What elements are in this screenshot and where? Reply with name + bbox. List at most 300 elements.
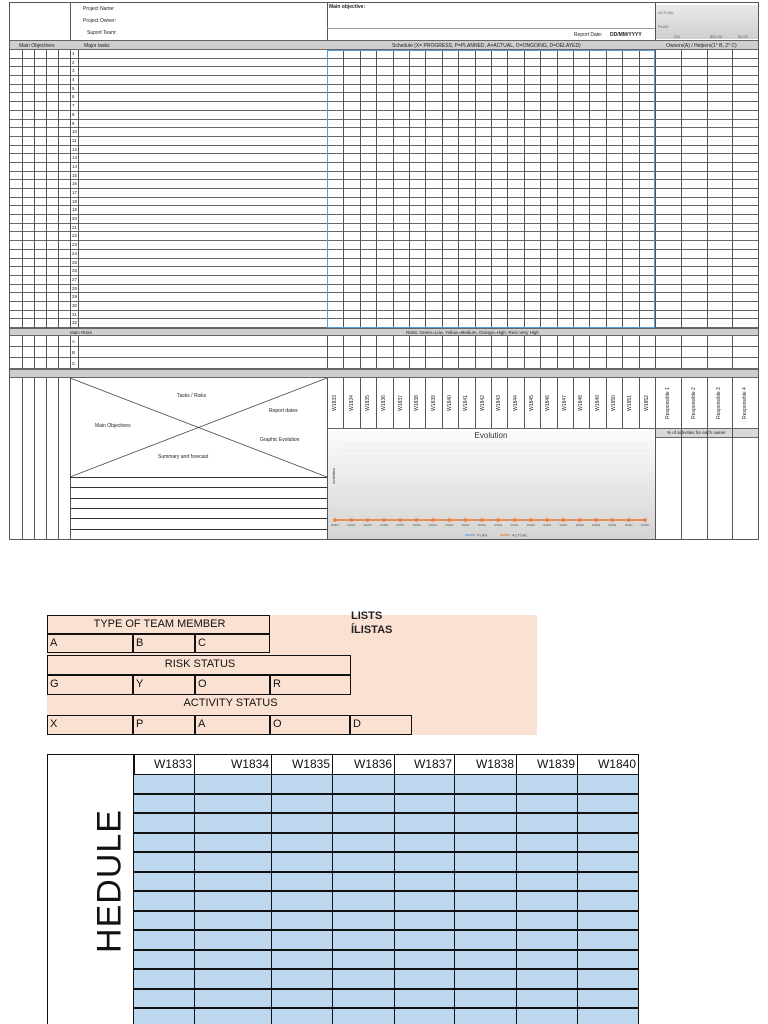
grid-line [58,378,59,539]
schedule-cell[interactable] [516,833,578,853]
schedule-cell[interactable] [271,950,333,970]
schedule-cell[interactable] [394,969,455,989]
data-point [415,518,419,522]
schedule-cell[interactable] [332,1008,395,1024]
responsible-label: Responsible 4 [742,387,749,419]
schedule-cell[interactable] [516,891,578,911]
legend-label: PLAN [477,532,488,538]
grid-line [70,477,327,478]
schedule-cell[interactable] [394,911,455,931]
grid-line [58,50,59,328]
grid-line [22,378,23,539]
schedule-cell[interactable] [194,852,272,872]
chart-ylabel: Activities [331,468,336,484]
schedule-cell[interactable] [133,852,195,872]
schedule-cell[interactable] [133,969,195,989]
schedule-cell[interactable] [577,774,639,794]
task-number: 19 [72,207,78,213]
schedule-cell[interactable] [454,930,517,950]
summary-diagram [70,378,327,477]
schedule-cell[interactable] [332,813,395,833]
schedule-cell[interactable] [271,833,333,853]
schedule-cell[interactable] [454,872,517,892]
schedule-week-header: W1838 [454,754,517,775]
header-mini-chart [656,5,758,39]
schedule-cell[interactable] [454,774,517,794]
risk-letter: C [72,361,76,366]
schedule-cell[interactable] [454,813,517,833]
data-point [431,518,435,522]
grid-line [655,336,656,369]
schedule-week-header: W1836 [332,754,395,775]
schedule-area[interactable] [327,50,655,328]
data-point [496,518,500,522]
team-member-b: B [133,634,195,653]
grid-line [70,50,71,328]
week-label: W1842 [479,395,486,411]
task-number: 25 [72,259,78,265]
task-input[interactable] [80,163,327,172]
grid-line [540,378,541,428]
schedule-cell[interactable] [516,794,578,814]
grid-line [78,336,79,369]
schedule-cell[interactable] [577,794,639,814]
task-input[interactable] [80,85,327,94]
schedule-cell[interactable] [577,1008,639,1024]
responsible-label: Responsible 1 [664,387,671,419]
grid-line [524,378,525,428]
grid-line [327,428,758,429]
activity-status-p: P [133,715,195,735]
grid-line [78,50,79,328]
schedule-cell[interactable] [516,911,578,931]
responsible-label: Responsible 2 [690,387,697,419]
schedule-cell[interactable] [454,794,517,814]
mini-legend-actual: ACTUAL [658,10,674,15]
grid-line [327,3,328,40]
schedule-cell[interactable] [332,989,395,1009]
schedule-cell[interactable] [394,872,455,892]
schedule-cell[interactable] [516,969,578,989]
grid-line [475,378,476,428]
team-member-c: C [195,634,270,653]
data-point [366,518,370,522]
schedule-cell[interactable] [516,852,578,872]
schedule-week-header: W1833 [133,754,195,775]
schedule-cell[interactable] [271,852,333,872]
week-label: W1852 [643,395,650,411]
schedule-cell[interactable] [194,930,272,950]
data-point [643,518,647,522]
task-input[interactable] [80,154,327,163]
data-point [447,518,451,522]
schedule-cell[interactable] [454,969,517,989]
task-input[interactable] [80,198,327,207]
grid-line [491,336,492,369]
task-input[interactable] [80,146,327,155]
task-input[interactable] [80,59,327,68]
schedule-sheet [47,754,663,1024]
risk-status-r: R [270,675,351,695]
task-input[interactable] [80,137,327,146]
task-number: 11 [72,137,77,143]
task-input[interactable] [80,250,327,259]
task-number: 24 [72,250,78,256]
task-number: 14 [72,163,78,169]
schedule-cell[interactable] [332,911,395,931]
schedule-grid [133,754,663,1024]
grid-line [34,336,35,369]
legend-label: ACTUAL [512,532,528,538]
grid-line [622,378,623,428]
schedule-cell[interactable] [394,794,455,814]
week-label: W1846 [545,395,552,411]
task-number: 1 [72,51,75,56]
data-point [627,518,631,522]
responsible-label: Responsible 3 [716,387,723,419]
grid-line [34,50,35,328]
schedule-cell[interactable] [394,1008,455,1024]
schedule-cell[interactable] [332,774,395,794]
schedule-cell[interactable] [271,911,333,931]
task-input[interactable] [80,120,327,129]
schedule-cell[interactable] [271,774,333,794]
task-input[interactable] [80,311,327,320]
grid-line [360,378,361,428]
grid-line [655,3,656,40]
task-input[interactable] [80,128,327,137]
risk-status-g: G [47,675,133,695]
task-input[interactable] [80,302,327,311]
x-tick-label: W1844 [510,524,519,527]
schedule-cell[interactable] [394,813,455,833]
main-objectives-header: Main Objectives [19,43,55,49]
schedule-cell[interactable] [394,891,455,911]
grid-line [376,336,377,369]
task-number: 13 [72,155,78,161]
schedule-cell[interactable] [194,950,272,970]
schedule-cell[interactable] [194,794,272,814]
schedule-cell[interactable] [133,833,195,853]
task-number: 4 [72,77,75,83]
schedule-cell[interactable] [516,1008,578,1024]
task-input[interactable] [80,67,327,76]
activity-status-a: A [195,715,270,735]
schedule-cell[interactable] [394,930,455,950]
schedule-vertical-label: HEDULE [90,809,129,953]
schedule-cell[interactable] [133,891,195,911]
evolution-chart-svg [327,428,655,539]
schedule-cell[interactable] [332,794,395,814]
schedule-cell[interactable] [133,872,195,892]
task-number: 12 [72,146,78,152]
schedule-week-header: W1839 [516,754,578,775]
mini-tick-50: $50.00 [710,34,723,39]
task-input[interactable] [80,232,327,241]
major-tasks-header: Major tasks [84,43,110,49]
data-point [350,518,354,522]
risk-letter: B [72,350,76,355]
task-number: 9 [72,120,75,126]
data-point [545,518,549,522]
schedule-cell[interactable] [271,930,333,950]
grid-line [606,378,607,428]
schedule-cell[interactable] [133,911,195,931]
schedule-cell[interactable] [454,950,517,970]
task-number: 23 [72,242,78,248]
task-input[interactable] [80,241,327,250]
schedule-cell[interactable] [516,989,578,1009]
schedule-cell[interactable] [271,872,333,892]
task-input[interactable] [80,293,327,302]
task-input[interactable] [80,285,327,294]
activity-status-x: X [47,715,133,735]
risk-grid [10,336,758,369]
week-label: W1849 [594,395,601,411]
schedule-cell[interactable] [133,930,195,950]
schedule-cell[interactable] [577,989,639,1009]
grid-line [22,50,23,328]
task-number: 20 [72,216,78,222]
grid-line [442,336,443,369]
schedule-cell[interactable] [332,930,395,950]
risk-letter: A [72,339,76,344]
team-member-header: TYPE OF TEAM MEMBER [47,615,270,634]
summary-forecast-label: Summary and forecast [158,454,209,460]
schedule-cell[interactable] [194,833,272,853]
task-number: 30 [72,302,78,308]
schedule-cell[interactable] [332,852,395,872]
data-point [480,518,484,522]
grid-line [540,336,541,369]
task-number: 2 [72,59,75,65]
schedule-cell[interactable] [394,950,455,970]
mini-legend-plan: PLAN [658,24,669,29]
schedule-cell[interactable] [194,891,272,911]
schedule-cell[interactable] [133,794,195,814]
x-tick-label: W1836 [379,524,388,527]
grid-line [376,378,377,428]
x-tick-label: W1841 [461,524,470,527]
schedule-cell[interactable] [577,911,639,931]
schedule-cell[interactable] [394,852,455,872]
schedule-cell[interactable] [133,774,195,794]
schedule-cell[interactable] [271,794,333,814]
task-input[interactable] [80,172,327,181]
x-tick-label: W1852 [641,524,649,527]
schedule-cell[interactable] [516,930,578,950]
schedule-cell[interactable] [394,774,455,794]
schedule-cell[interactable] [516,774,578,794]
grid-line [70,3,71,40]
risk-status-y: Y [133,675,195,695]
schedule-cell[interactable] [271,969,333,989]
schedule-cell[interactable] [133,1008,195,1024]
task-input[interactable] [80,267,327,276]
grid-line [70,336,71,369]
week-label: W1845 [529,395,535,411]
summary-region [10,378,758,539]
x-tick-label: W1834 [347,524,356,527]
task-input[interactable] [80,319,327,328]
grid-line [589,378,590,428]
team-member-a: A [47,634,133,653]
week-label: W1833 [332,395,339,411]
summary-row-line [70,508,327,509]
x-tick-label: W1839 [428,524,437,527]
task-number: 3 [72,68,75,74]
schedule-cell[interactable] [194,989,272,1009]
project-owner-label: Project Owner: [83,18,117,24]
schedule-cell[interactable] [133,989,195,1009]
schedule-cell[interactable] [516,872,578,892]
schedule-cell[interactable] [577,969,639,989]
grid-line [573,378,574,428]
grid-line [507,336,508,369]
schedule-cell[interactable] [516,813,578,833]
x-tick-label: W1848 [575,524,584,527]
grid-line [393,378,394,428]
x-tick-label: W1851 [624,524,633,527]
schedule-cell[interactable] [454,852,517,872]
main-objective-label: Main objective: [329,4,366,10]
schedule-week-header: W1837 [394,754,455,775]
schedule-cell[interactable] [332,833,395,853]
schedule-cell[interactable] [454,891,517,911]
grid-line [360,336,361,369]
report-date-value[interactable]: DD/MM/YYYY [610,32,642,38]
schedule-cell[interactable] [332,891,395,911]
schedule-cell[interactable] [454,1008,517,1024]
schedule-cell[interactable] [454,989,517,1009]
project-name-label: Project Name: [83,6,115,12]
grid-line [46,378,47,539]
week-label: W1841 [463,395,470,411]
schedule-cell[interactable] [394,833,455,853]
risk-legend: Risks: Green=Low, Yellow=Medium, Orange=High, Red=Very High [406,330,539,335]
schedule-cell[interactable] [394,989,455,1009]
data-point [398,518,402,522]
schedule-cell[interactable] [577,950,639,970]
grid-line [732,378,733,539]
task-number: 15 [72,172,78,178]
data-point [562,518,566,522]
schedule-cell[interactable] [194,911,272,931]
report-date-label: Report Date: [574,32,603,38]
task-input[interactable] [80,215,327,224]
week-label: W1848 [578,395,585,411]
schedule-cell[interactable] [133,950,195,970]
grid-line [46,336,47,369]
grid-line [343,336,344,369]
risks-header-band [10,328,758,336]
schedule-week-header: W1835 [271,754,333,775]
schedule-cell[interactable] [271,1008,333,1024]
task-input[interactable] [80,259,327,268]
x-tick-label: W1847 [559,524,568,527]
week-label: W1843 [496,395,503,411]
grid-line [70,378,71,539]
task-number: 29 [72,294,78,300]
summary-row-line [70,487,327,488]
grid-line [589,336,590,369]
task-input[interactable] [80,102,327,111]
schedule-cell[interactable] [271,813,333,833]
activity-status-header: ACTIVITY STATUS [183,697,278,709]
data-point [611,518,615,522]
schedule-cell[interactable] [332,969,395,989]
separator-band [10,369,758,378]
x-tick-label: W1845 [526,524,535,527]
task-input[interactable] [80,93,327,102]
schedule-label-cell [47,754,135,1024]
support-team-label: Suport Team: [87,30,117,36]
graphic-evolution-label: Graphic Evolution [260,437,300,443]
week-label: W1851 [627,395,634,411]
schedule-cell[interactable] [332,950,395,970]
grid-line [639,336,640,369]
grid-line [507,378,508,428]
week-label: W1836 [381,395,388,411]
schedule-cell[interactable] [271,891,333,911]
schedule-cell[interactable] [454,833,517,853]
week-label: W1835 [365,395,371,411]
schedule-cell[interactable] [332,872,395,892]
grid-line [458,378,459,428]
task-number: 28 [72,285,78,291]
schedule-cell[interactable] [194,813,272,833]
task-input[interactable] [80,50,327,59]
schedule-cell[interactable] [516,950,578,970]
schedule-cell[interactable] [577,833,639,853]
schedule-cell[interactable] [577,872,639,892]
task-input[interactable] [80,206,327,215]
schedule-cell[interactable] [194,872,272,892]
schedule-cell[interactable] [577,930,639,950]
task-input[interactable] [80,111,327,120]
grid-line [681,378,682,539]
schedule-cell[interactable] [577,813,639,833]
week-label: W1847 [561,395,568,411]
week-label: W1844 [512,395,519,411]
schedule-week-header: W1840 [577,754,639,775]
week-label: W1837 [397,395,404,411]
column-header-band [10,40,758,50]
schedule-cell[interactable] [577,852,639,872]
x-tick-label: W1843 [494,524,503,527]
task-input[interactable] [80,76,327,85]
task-input[interactable] [80,224,327,233]
schedule-cell[interactable] [133,813,195,833]
data-point [513,518,517,522]
week-labels [327,378,655,428]
task-input[interactable] [80,180,327,189]
risk-status-header: RISK STATUS [47,655,351,675]
x-tick-label: W1833 [331,524,339,527]
schedule-cell[interactable] [194,1008,272,1024]
schedule-cell[interactable] [194,969,272,989]
schedule-cell[interactable] [454,911,517,931]
schedule-cell[interactable] [577,891,639,911]
week-label: W1850 [611,395,617,411]
schedule-cell[interactable] [194,774,272,794]
task-input[interactable] [80,276,327,285]
task-input[interactable] [80,189,327,198]
x-tick-label: W1835 [363,524,372,527]
task-number: 16 [72,181,78,187]
schedule-cell[interactable] [271,989,333,1009]
x-tick-label: W1846 [543,524,552,527]
